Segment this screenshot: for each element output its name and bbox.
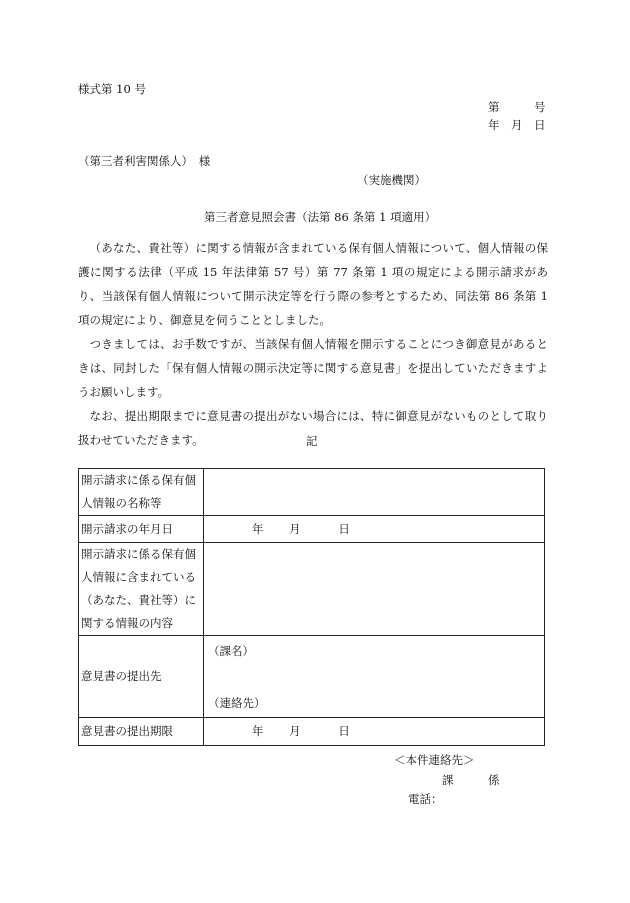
date-month: 月 (289, 521, 301, 536)
addressee: （第三者利害関係人） 様 (78, 154, 211, 168)
contact-field-label: （連絡先） (208, 696, 266, 710)
contact-heading: ＜本件連絡先＞ (394, 753, 475, 767)
deadline-year: 年 (252, 724, 264, 738)
row-value-request-date (204, 516, 545, 543)
document-number: 第 号 (488, 100, 546, 114)
row-label-request-date: 開示請求の年月日 (79, 516, 204, 543)
contact-phone: 電話： (408, 792, 443, 806)
table-row (79, 718, 545, 746)
date-day: 日 (338, 521, 350, 536)
row-value-info-content (204, 543, 545, 636)
body-paragraph-2: つきましては、お手数ですが、当該保有個人情報を開示することにつき御意見があるときは、同封した「保有個人情報の開示決定等に関する意見書」を提出していただきますようお願いします。 (78, 337, 548, 399)
row-value-info-name (204, 469, 545, 516)
table-row (79, 516, 545, 543)
body-paragraph-1: （あなた、貴社等）に関する情報が含まれている保有個人情報について、個人情報の保護に関する法律（平成 15 年法律第 57 号）第 77 条第 1 項の規定による開示請求があり、当該保有個人情報について開示決定等を行う際の参考とするため、同法第 86 条第 1 項の規定により、御意見を伺うこととしました。 (78, 241, 548, 327)
body-text (78, 236, 548, 452)
document-title: 第三者意見照会書（法第 86 条第 1 項適用） (204, 210, 437, 224)
table-row (79, 636, 545, 718)
row-label-info-content: 開示請求に係る保有個人情報に含まれている（あなた、貴社等）に関する情報の内容 (79, 543, 204, 636)
row-value-submission-destination (204, 636, 545, 718)
deadline-month: 月 (289, 724, 301, 738)
department-field-label: （課名） (208, 644, 254, 658)
details-table (78, 468, 545, 746)
issuing-agency: （実施機関） (357, 173, 426, 187)
date-year: 年 (252, 521, 264, 536)
table-row (79, 469, 545, 516)
table-row (79, 543, 545, 636)
row-label-submission-deadline: 意見書の提出期限 (79, 718, 204, 746)
body-paragraph-3: なお、提出期限までに意見書の提出がない場合には、特に御意見がないものとして取り扱わせていただきます。 (78, 409, 548, 447)
document-date: 年 月 日 (488, 118, 546, 132)
form-number: 様式第 10 号 (78, 82, 146, 96)
row-label-info-name: 開示請求に係る保有個人情報の名称等 (79, 469, 204, 516)
deadline-day: 日 (338, 724, 350, 738)
row-label-submission-destination: 意見書の提出先 (79, 636, 204, 718)
ki-heading: 記 (306, 434, 318, 448)
contact-section: 課 係 (442, 773, 500, 787)
row-value-submission-deadline (204, 718, 545, 746)
